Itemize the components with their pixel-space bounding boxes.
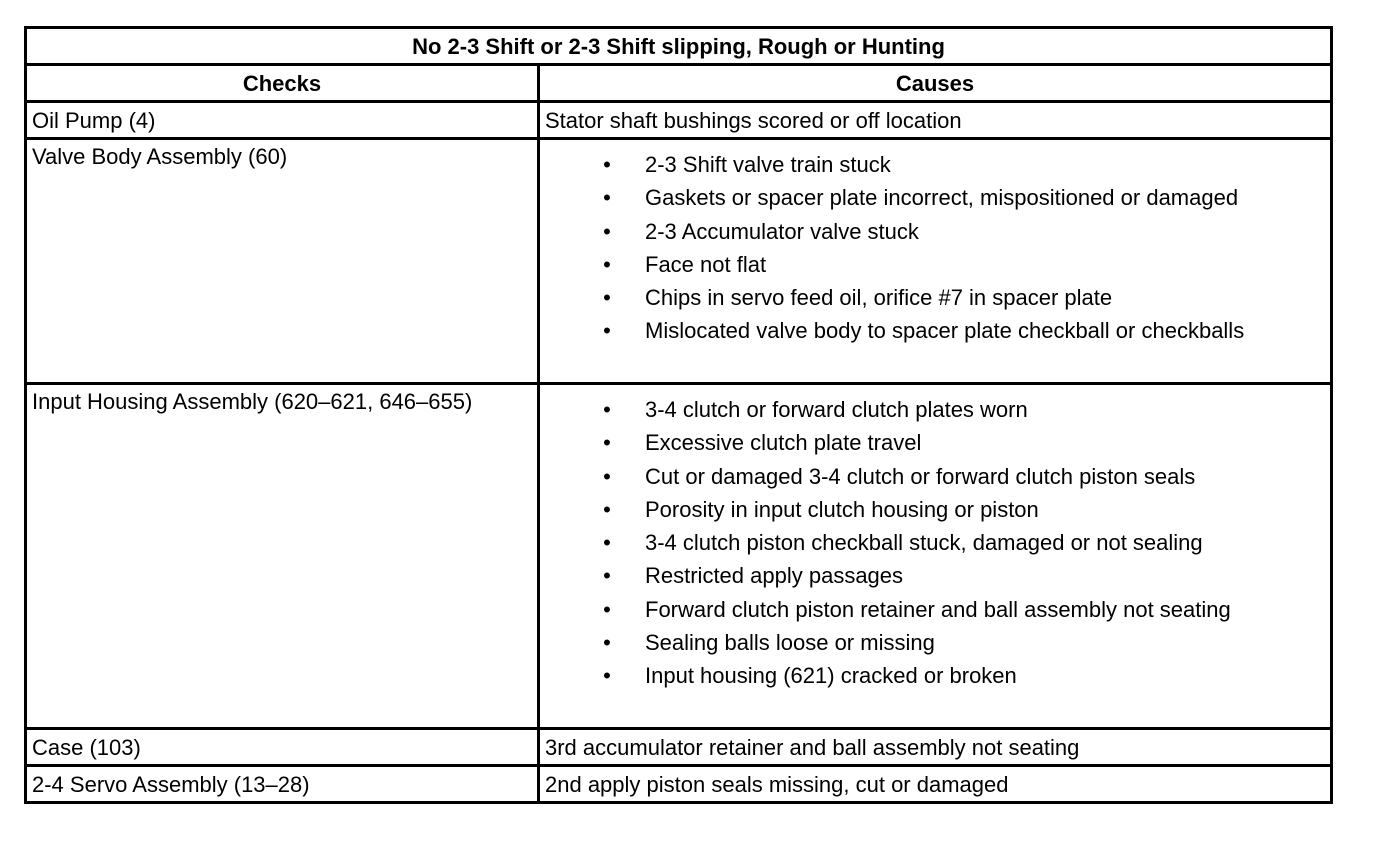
cause-text: 3-4 clutch or forward clutch plates worn (645, 397, 1028, 422)
table-row (26, 384, 1332, 729)
check-cell: Case (103) (26, 729, 539, 766)
cause-text: 2-3 Accumulator valve stuck (645, 218, 919, 244)
list-item (545, 393, 1325, 426)
cause-text: Gaskets or spacer plate incorrect, mispositioned or damaged (645, 185, 1239, 211)
bullet-icon: • (603, 663, 611, 689)
cause-cell: Stator shaft bushings scored or off location (539, 102, 1332, 139)
list-item (545, 493, 1325, 526)
cause-text: Face not flat (645, 251, 767, 277)
list-item (545, 281, 1325, 314)
list-item (545, 181, 1325, 214)
list-item (545, 215, 1325, 248)
cause-list (545, 393, 1325, 693)
bullet-icon: • (603, 397, 611, 422)
cause-text: Sealing balls loose or missing (645, 630, 935, 656)
header-causes: Causes (539, 65, 1332, 102)
bullet-icon: • (603, 596, 611, 622)
bullet-icon: • (603, 152, 611, 177)
bullet-icon: • (603, 218, 611, 244)
list-item (545, 248, 1325, 281)
list-item (545, 314, 1325, 347)
cause-text: Input housing (621) cracked or broken (645, 663, 1017, 689)
table-row (26, 729, 1332, 766)
cause-text: Excessive clutch plate travel (645, 430, 922, 456)
list-item (545, 426, 1325, 459)
bullet-icon: • (603, 463, 611, 489)
cause-text: Restricted apply passages (645, 563, 904, 589)
cause-cell (539, 139, 1332, 384)
table-title: No 2-3 Shift or 2-3 Shift slipping, Rough or Hunting (26, 28, 1332, 65)
diagnosis-table (24, 26, 1333, 804)
table-row (26, 102, 1332, 139)
bullet-icon: • (603, 318, 611, 344)
list-item (545, 626, 1325, 659)
cause-text: Porosity in input clutch housing or piston (645, 496, 1039, 522)
bullet-icon: • (603, 251, 611, 277)
cause-cell: 3rd accumulator retainer and ball assembly not seating (539, 729, 1332, 766)
check-cell: Valve Body Assembly (60) (26, 139, 539, 384)
list-item (545, 460, 1325, 493)
list-item (545, 148, 1325, 181)
table-row (26, 766, 1332, 803)
check-cell: Oil Pump (4) (26, 102, 539, 139)
cause-text: Chips in servo feed oil, orifice #7 in spacer plate (645, 285, 1113, 311)
cause-cell (539, 384, 1332, 729)
cause-text: Cut or damaged 3-4 clutch or forward clutch piston seals (645, 463, 1196, 489)
bullet-icon: • (603, 496, 611, 522)
header-checks: Checks (26, 65, 539, 102)
bullet-icon: • (603, 530, 611, 556)
cause-text: Forward clutch piston retainer and ball assembly not seating (645, 596, 1231, 622)
cause-text: 3-4 clutch piston checkball stuck, damaged or not sealing (645, 530, 1203, 556)
list-item (545, 659, 1325, 692)
cause-text: 2-3 Shift valve train stuck (645, 152, 891, 177)
list-item (545, 559, 1325, 592)
cause-list (545, 148, 1325, 348)
bullet-icon: • (603, 630, 611, 656)
check-cell: 2-4 Servo Assembly (13–28) (26, 766, 539, 803)
bullet-icon: • (603, 285, 611, 311)
list-item (545, 526, 1325, 559)
check-cell: Input Housing Assembly (620–621, 646–655) (26, 384, 539, 729)
cause-text: Mislocated valve body to spacer plate checkball or checkballs (645, 318, 1245, 344)
cause-cell: 2nd apply piston seals missing, cut or damaged (539, 766, 1332, 803)
table-row (26, 139, 1332, 384)
list-item (545, 593, 1325, 626)
bullet-icon: • (603, 430, 611, 456)
bullet-icon: • (603, 185, 611, 211)
bullet-icon: • (603, 563, 611, 589)
